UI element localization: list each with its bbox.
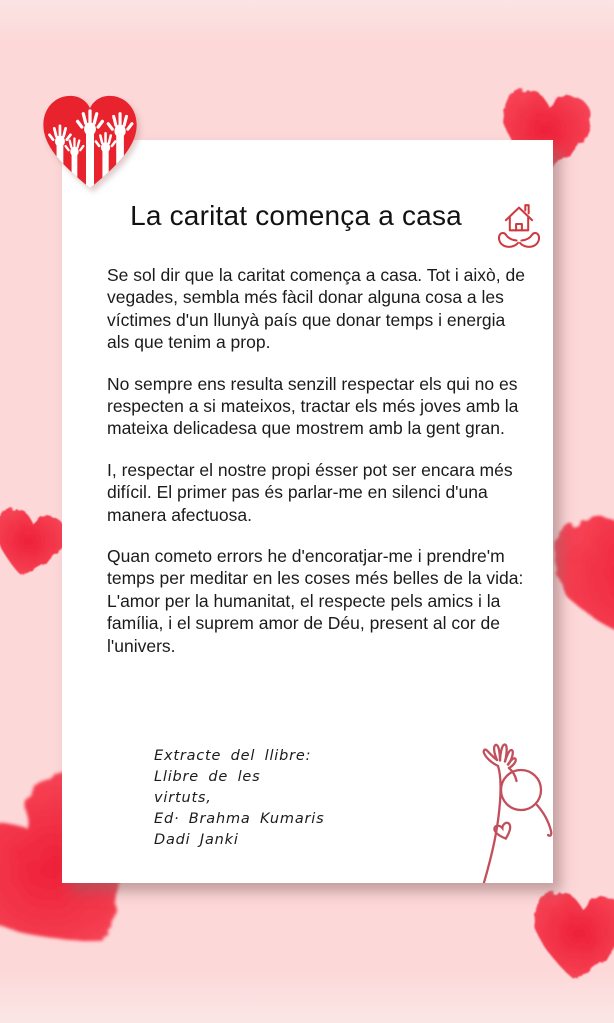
attribution-line-1: Extracte del llibre: — [154, 748, 312, 764]
attribution — [154, 746, 324, 851]
body-text — [107, 264, 525, 676]
watercolor-heart-bottom-right-icon — [518, 880, 614, 993]
person-reaching-drawing — [455, 738, 553, 883]
attribution-line-3: virtuts, — [154, 790, 212, 806]
paragraph-2: No sempre ens resulta senzill respectar els qui no es respecten a si mateixos, tractar els més joves amb la mateixa delicadesa que mostrem amb la gent gran. — [107, 373, 519, 439]
page-title: La caritat comença a casa — [130, 200, 462, 231]
house-in-hands-icon — [490, 193, 548, 257]
attribution-line-5: Dadi Janki — [154, 832, 239, 848]
attribution-line-2: Llibre de les — [154, 769, 261, 785]
paragraph-4: Quan cometo errors he d'encoratjar-me i prendre'm temps per meditar en les coses més belles de la vida: L'amor per la humanitat, el respecte pels amics i la família, i el suprem amor de Déu, present al cor de l'univers. — [107, 546, 524, 656]
attribution-line-4: Ed· Brahma Kumaris — [154, 811, 325, 827]
paragraph-1: Se sol dir que la caritat comença a casa. Tot i això, de vegades, sembla més fàcil donar alguna cosa a les víctimes d'un llunyà país que donar temps i energia als que tenim a prop. — [107, 265, 525, 353]
paragraph-3: I, respectar el nostre propi ésser pot ser encara més difícil. El primer pas és parlar-me en silenci d'una manera afectuosa. — [107, 459, 513, 525]
heart-with-hands-icon — [33, 86, 147, 196]
quote-card — [62, 140, 553, 883]
